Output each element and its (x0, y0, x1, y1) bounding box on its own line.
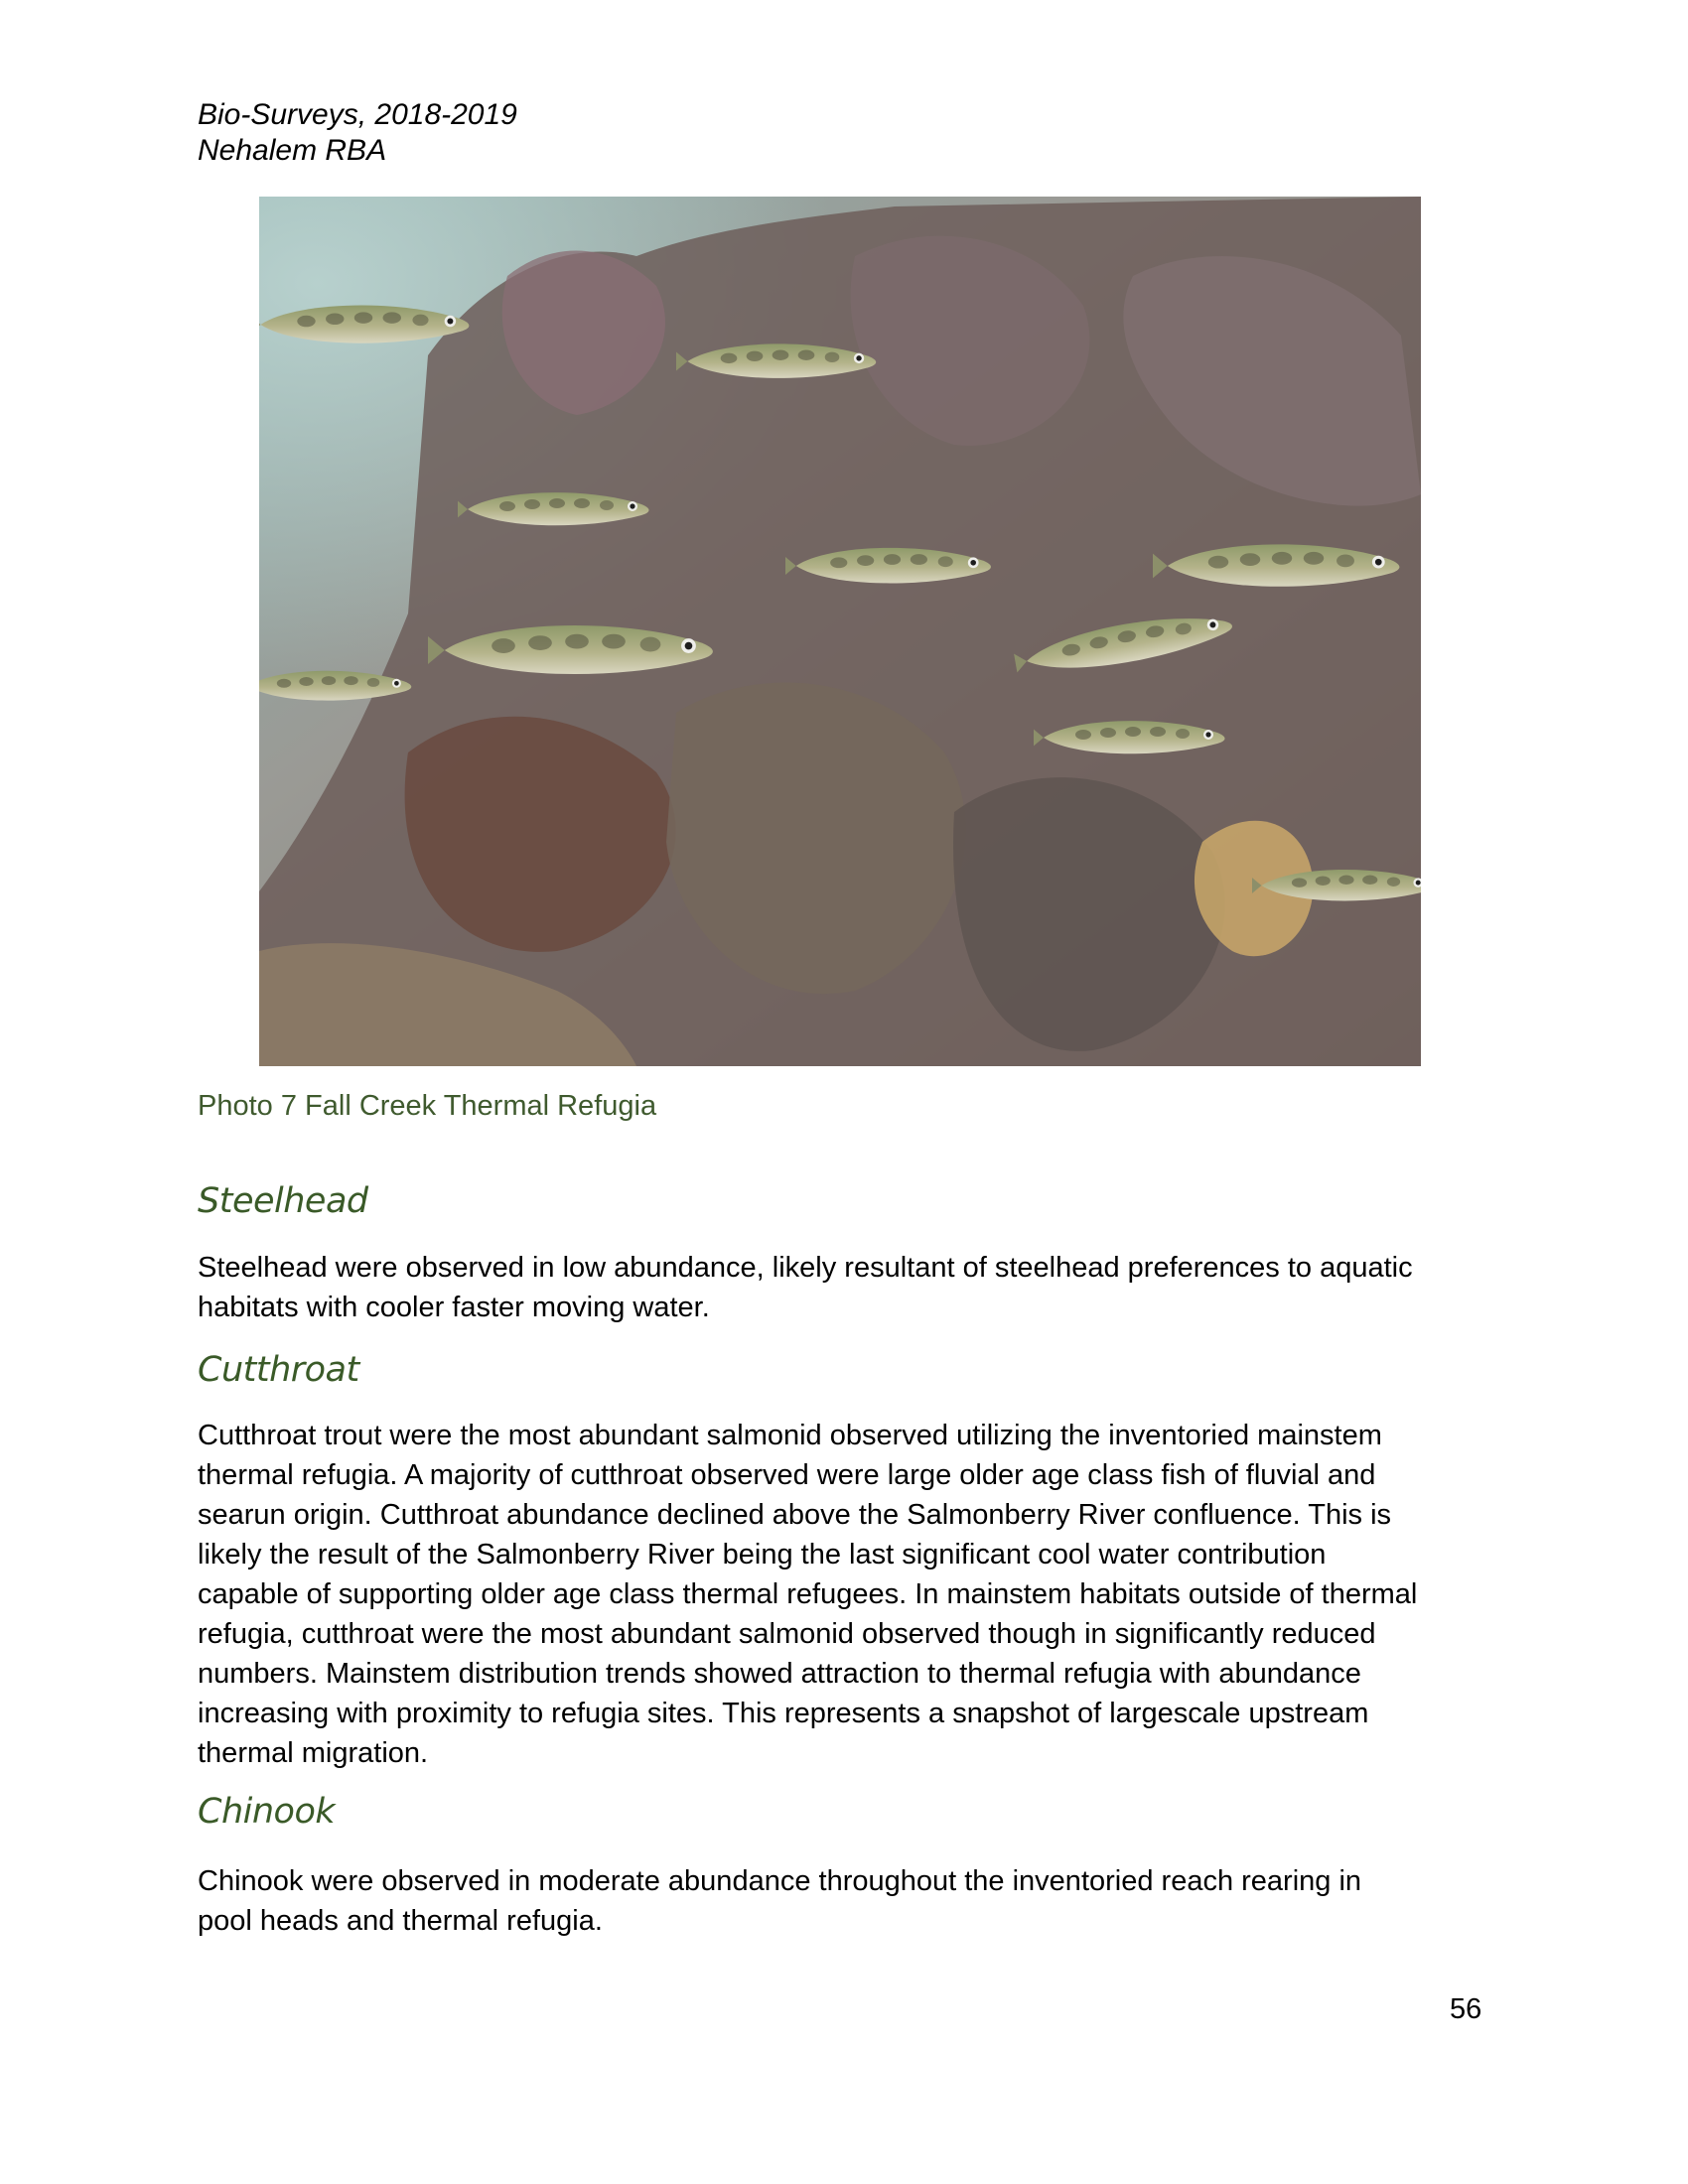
text-line: pool heads and thermal refugia. (198, 1905, 603, 1937)
running-header (198, 97, 517, 169)
photo-caption: Photo 7 Fall Creek Thermal Refugia (198, 1090, 657, 1122)
heading-chinook: Chinook (198, 1792, 336, 1832)
text-line: habitats with cooler faster moving water. (198, 1292, 710, 1323)
paragraph-steelhead (198, 1248, 1488, 1327)
text-line: increasing with proximity to refugia sites. This represents a snapshot of largescale upstream (198, 1698, 1369, 1729)
text-line: thermal refugia. A majority of cutthroat observed were large older age class fish of fluvial and (198, 1459, 1376, 1491)
header-subtitle: Nehalem RBA (198, 134, 387, 167)
text-line: likely the result of the Salmonberry River being the last significant cool water contribution (198, 1539, 1327, 1570)
paragraph-chinook (198, 1861, 1488, 1941)
text-line: numbers. Mainstem distribution trends showed attraction to thermal refugia with abundance (198, 1658, 1361, 1690)
underwater-fish-photo (259, 197, 1421, 1066)
text-line: Cutthroat trout were the most abundant salmonid observed utilizing the inventoried mainstem (198, 1420, 1382, 1451)
heading-steelhead: Steelhead (198, 1181, 368, 1221)
text-line: capable of supporting older age class thermal refugees. In mainstem habitats outside of thermal (198, 1578, 1418, 1610)
text-line: Steelhead were observed in low abundance, likely resultant of steelhead preferences to aquatic (198, 1252, 1413, 1284)
text-line: thermal migration. (198, 1737, 429, 1769)
text-line: refugia, cutthroat were the most abundant salmonid observed though in significantly reduced (198, 1618, 1376, 1650)
heading-cutthroat: Cutthroat (198, 1350, 359, 1390)
paragraph-cutthroat (198, 1416, 1488, 1773)
page-number: 56 (1450, 1993, 1482, 2025)
text-line: Chinook were observed in moderate abundance throughout the inventoried reach rearing in (198, 1865, 1362, 1897)
header-title: Bio-Surveys, 2018-2019 (198, 98, 517, 131)
text-line: searun origin. Cutthroat abundance declined above the Salmonberry River confluence. This is (198, 1499, 1392, 1531)
